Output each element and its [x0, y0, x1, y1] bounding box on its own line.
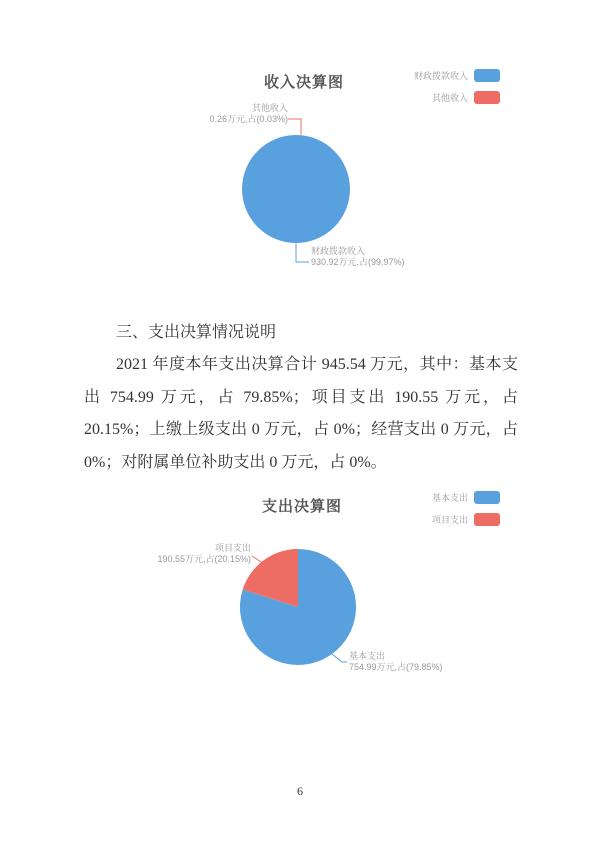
income-pie-svg	[0, 60, 600, 295]
income-pie	[242, 135, 350, 243]
income-chart-title: 收入决算图	[264, 74, 345, 91]
pie-label-detail: 754.99万元,占(79.85%)	[349, 662, 443, 672]
page-number: 6	[297, 784, 303, 798]
section-heading: 三、支出决算情况说明	[116, 324, 277, 341]
leader-line-other-income	[288, 119, 301, 135]
expenditure-chart-block	[0, 485, 600, 720]
legend-label: 财政拨款收入	[413, 71, 468, 81]
pie-label-project-expenditure	[157, 543, 251, 565]
expenditure-pie-svg	[0, 485, 600, 720]
legend-label: 项目支出	[431, 515, 468, 525]
pie-label-name: 财政拨款收入	[311, 246, 366, 256]
pie-slice-财政拨款收入	[242, 135, 350, 243]
expenditure-pie	[240, 549, 356, 665]
pie-label-detail: 0.26万元,占(0.03%)	[209, 114, 288, 124]
pie-label-fiscal-income	[311, 246, 405, 268]
expenditure-chart-title: 支出决算图	[262, 498, 343, 515]
legend-label: 其他收入	[431, 93, 468, 103]
pie-label-other-income	[209, 103, 288, 125]
pie-label-detail: 190.55万元,占(20.15%)	[157, 554, 251, 564]
pie-label-name: 其他收入	[251, 103, 288, 113]
income-chart-block	[0, 60, 600, 295]
leader-line-basic-expenditure	[332, 654, 347, 662]
leader-line-fiscal-income	[296, 243, 309, 262]
section-paragraph: 2021 年度本年支出决算合计 945.54 万元，其中：基本支出 754.99 万元，占 79.85%；项目支出 190.55 万元，占 20.15%；上缴上级支出 0 万元，占 0%；经营支出 0 万元，占 0%；对附属单位补助支出 0 万元，占 0%。	[84, 356, 518, 472]
pie-label-detail: 930.92万元,占(99.97%)	[311, 257, 405, 267]
legend-label: 基本支出	[431, 493, 468, 503]
pie-label-basic-expenditure	[349, 651, 443, 673]
pie-label-name: 项目支出	[214, 543, 251, 553]
pie-label-name: 基本支出	[349, 651, 386, 661]
